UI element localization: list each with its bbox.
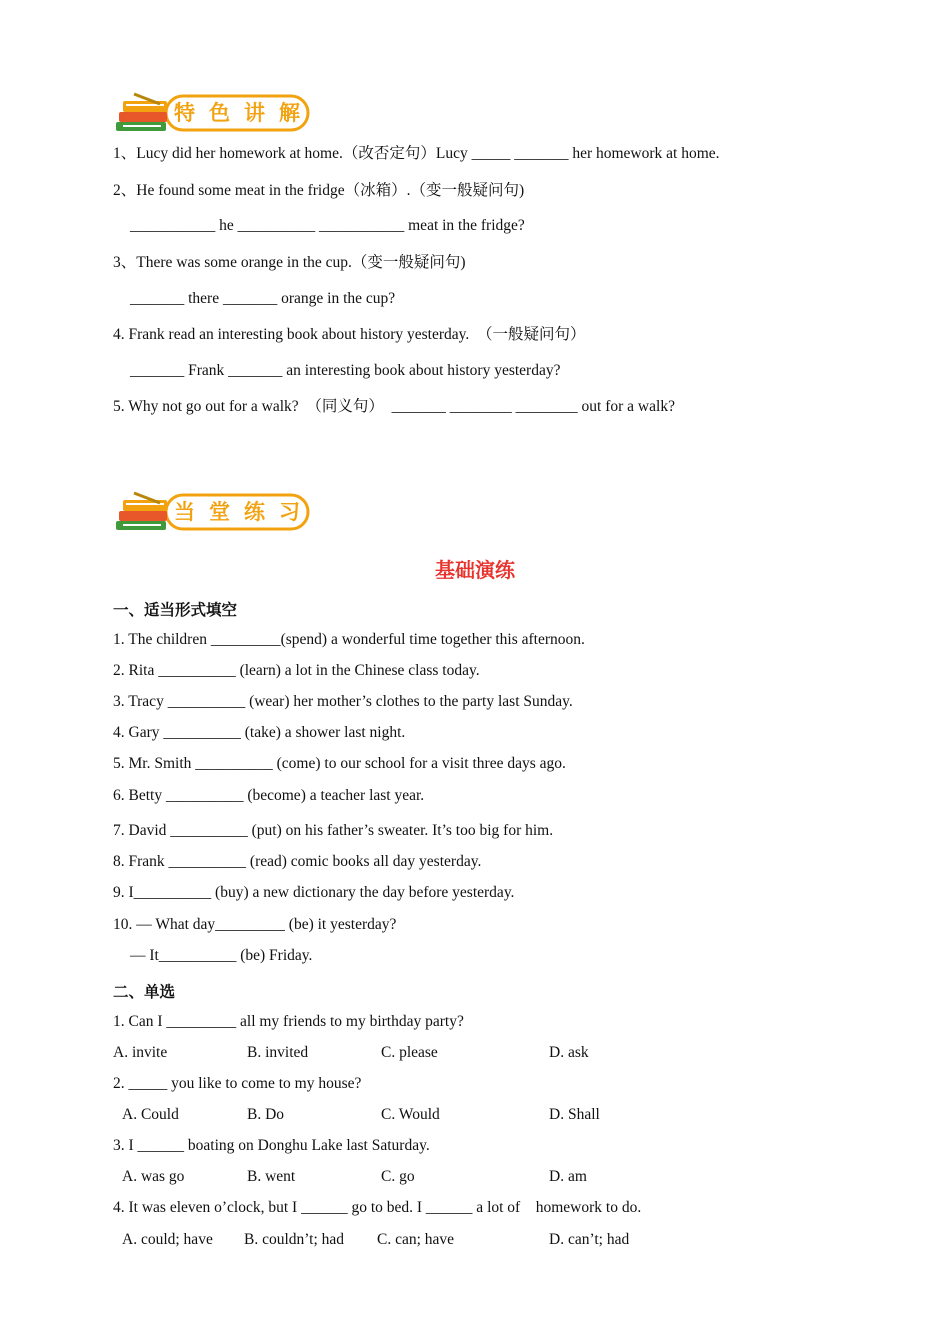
feature-line-4: 3、There was some orange in the cup.（变一般疑问句) [113,254,466,271]
fill-item-5: 5. Mr. Smith __________ (come) to our school for a visit three days ago. [113,755,566,772]
mc2-option-c: C. Would [381,1106,440,1123]
mc2-option-d: D. Shall [549,1106,600,1123]
fill-item-8: 8. Frank __________ (read) comic books all day yesterday. [113,853,482,870]
mc-question-3: 3. I ______ boating on Donghu Lake last Saturday. [113,1137,430,1154]
mc4-option-b: B. couldn’t; had [244,1231,345,1248]
fill-item-2: 2. Rita __________ (learn) a lot in the Chinese class today. [113,662,480,679]
feature-line-3: ___________ he __________ ___________ meat in the fridge? [130,217,525,234]
fill-item-10-answer: — It__________ (be) Friday. [130,947,313,964]
mc-question-1: 1. Can I _________ all my friends to my birthday party? [113,1013,464,1030]
mc1-option-c: C. please [381,1044,438,1061]
fill-item-3: 3. Tracy __________ (wear) her mother’s clothes to the party last Sunday. [113,693,573,710]
feature-line-7: _______ Frank _______ an interesting book about history yesterday? [130,362,561,379]
feature-line-6: 4. Frank read an interesting book about history yesterday. （一般疑问句） [113,326,586,343]
fill-item-4: 4. Gary __________ (take) a shower last night. [113,724,406,741]
feature-line-5: _______ there _______ orange in the cup? [130,290,396,307]
fill-item-10: 10. — What day_________ (be) it yesterday? [113,916,397,933]
subtitle: 基础演练 [435,558,515,582]
mc2-option-a: A. Could [122,1106,179,1123]
fill-item-6: 6. Betty __________ (become) a teacher last year. [113,787,425,804]
mc3-option-d: D. am [549,1168,587,1185]
section2-title: 二、单选 [113,983,176,1001]
mc4-option-d: D. can’t; had [549,1231,630,1248]
feature-line-1: 1、Lucy did her homework at home.（改否定句）Lucy _____ _______ her homework at home. [113,145,720,162]
fill-item-1: 1. The children _________(spend) a wonderful time together this afternoon. [113,631,585,648]
mc4-option-c: C. can; have [377,1231,455,1248]
mc-question-2: 2. _____ you like to come to my house? [113,1075,362,1092]
mc-question-4: 4. It was eleven o’clock, but I ______ go to bed. I ______ a lot of homework to do. [113,1199,642,1216]
mc1-option-b: B. invited [247,1044,309,1061]
fill-item-7: 7. David __________ (put) on his father’s sweater. It’s too big for him. [113,822,554,839]
mc1-option-a: A. invite [113,1044,168,1061]
practice-banner-label: 当堂练习 [174,500,314,524]
mc3-option-b: B. went [247,1168,296,1185]
mc1-option-d: D. ask [549,1044,589,1061]
mc3-option-c: C. go [381,1168,415,1185]
mc3-option-a: A. was go [122,1168,185,1185]
mc4-option-a: A. could; have [122,1231,213,1248]
feature-line-2: 2、He found some meat in the fridge（冰箱）.（变一般疑问句) [113,182,525,199]
feature-banner-label: 特色讲解 [174,101,314,125]
fill-item-9: 9. I__________ (buy) a new dictionary the day before yesterday. [113,884,515,901]
section1-title: 一、适当形式填空 [113,601,238,619]
feature-line-8: 5. Why not go out for a walk? （同义句） _______ ________ ________ out for a walk? [113,398,675,415]
mc2-option-b: B. Do [247,1106,285,1123]
